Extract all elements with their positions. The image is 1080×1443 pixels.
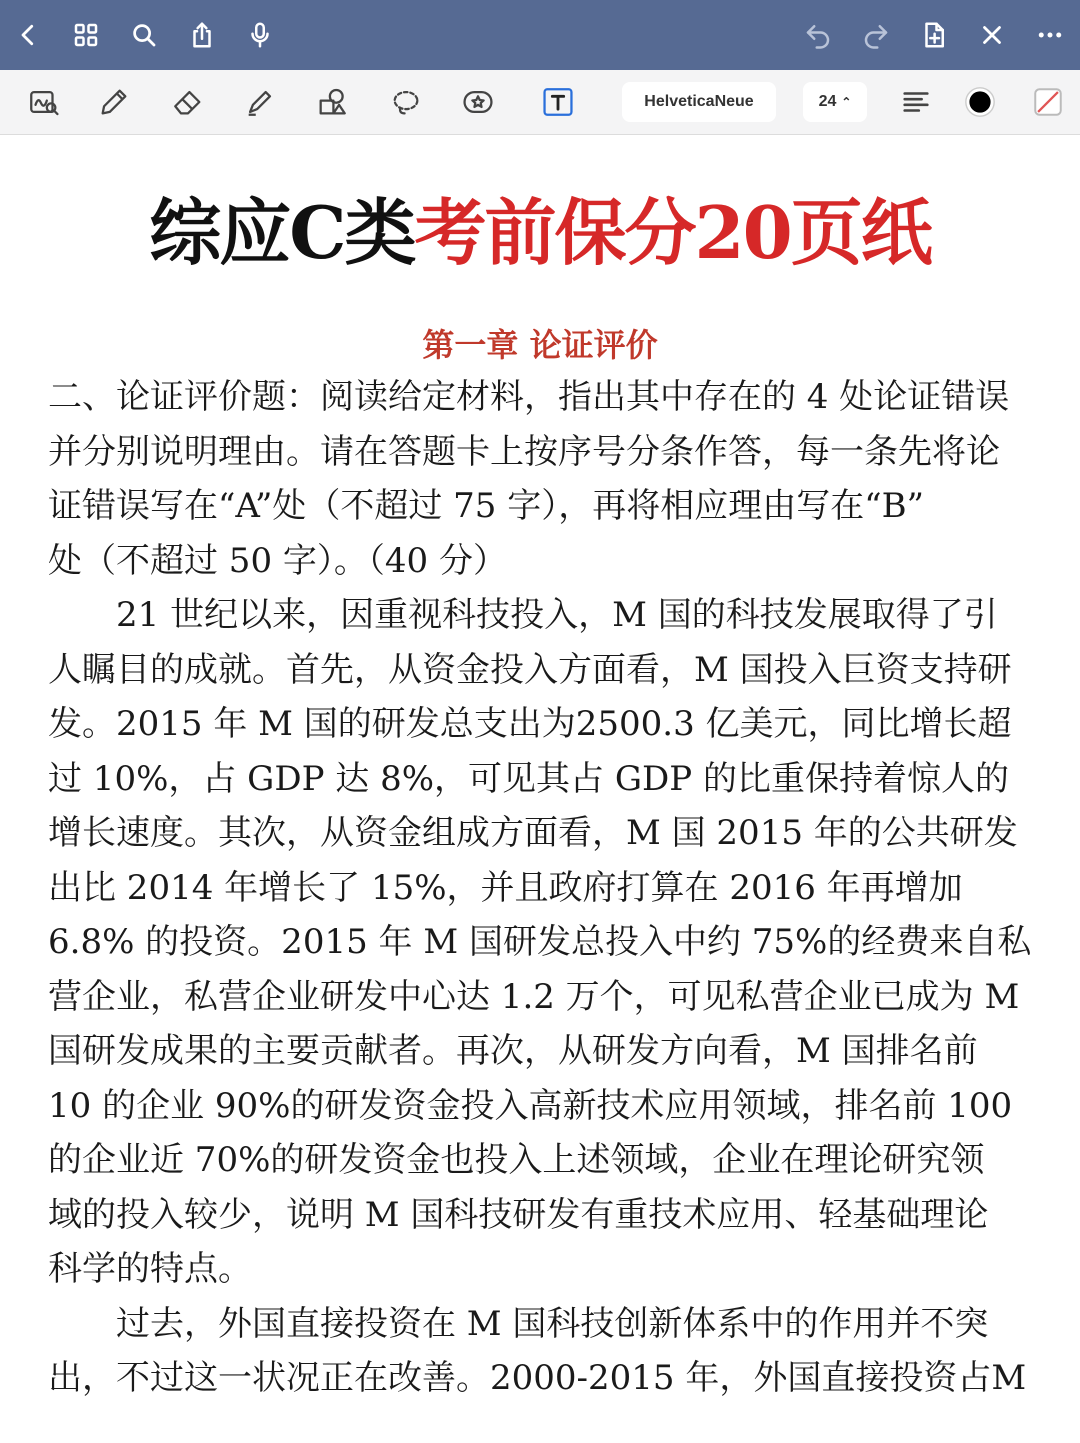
microphone-icon[interactable] bbox=[242, 17, 278, 53]
body-line: 营企业，私营企业研发中心达 1.2 万个，可见私营企业已成为 M bbox=[48, 976, 1020, 1017]
search-icon[interactable] bbox=[126, 17, 162, 53]
body-line: 过去，外国直接投资在 M 国科技创新体系中的作用并不突 bbox=[48, 1303, 989, 1344]
body-line: 过 10%，占 GDP 达 8%，可见其占 GDP 的比重保持着惊人的 bbox=[48, 758, 1009, 799]
zoom-handwriting-icon[interactable] bbox=[24, 82, 64, 122]
body-line: 10 的企业 90%的研发资金投入高新技术应用领域，排名前 100 bbox=[48, 1085, 1013, 1126]
title-red-part: 考前保分20页纸 bbox=[414, 190, 931, 275]
text-background-icon[interactable] bbox=[1028, 82, 1068, 122]
body-line: 发。2015 年 M 国的研发总支出为2500.3 亿美元，同比增长超 bbox=[48, 704, 1012, 744]
body-line: 人瞩目的成就。首先，从资金投入方面看，M 国投入巨资支持研 bbox=[48, 649, 1012, 690]
body-line: 域的投入较少，说明 M 国科技研发有重技术应用、轻基础理论 bbox=[48, 1194, 989, 1235]
body-line: 证错误写在“A”处（不超过 75 字），再将相应理由写在“B” bbox=[48, 486, 924, 526]
color-picker-icon[interactable] bbox=[960, 82, 1000, 122]
back-icon[interactable] bbox=[10, 17, 46, 53]
sticker-tool-icon[interactable] bbox=[458, 82, 498, 122]
document-title bbox=[0, 188, 1080, 278]
body-line: 并分别说明理由。请在答题卡上按序号分条作答，每一条先将论 bbox=[48, 431, 1000, 472]
body-line: 增长速度。其次，从资金组成方面看，M 国 2015 年的公共研发 bbox=[48, 813, 1018, 853]
text-tool-icon[interactable] bbox=[538, 82, 578, 122]
shapes-tool-icon[interactable] bbox=[312, 82, 352, 122]
body-line: 出比 2014 年增长了 15%，并且政府打算在 2016 年再增加 bbox=[48, 867, 963, 908]
add-page-icon[interactable] bbox=[916, 17, 952, 53]
body-line: 的企业近 70%的研发资金也投入上述领域，企业在理论研究领 bbox=[48, 1140, 985, 1180]
share-icon[interactable] bbox=[184, 17, 220, 53]
body-line: 科学的特点。 bbox=[48, 1249, 252, 1289]
font-family-selector[interactable] bbox=[622, 82, 776, 122]
pen-tool-icon[interactable] bbox=[94, 82, 134, 122]
drawing-toolbar bbox=[0, 70, 1080, 135]
highlighter-tool-icon[interactable] bbox=[240, 82, 280, 122]
body-line: 21 世纪以来，因重视科技投入，M 国的科技发展取得了引 bbox=[48, 595, 998, 635]
pen-color-swatch bbox=[969, 91, 990, 112]
top-nav-bar bbox=[0, 0, 1080, 70]
more-options-icon[interactable] bbox=[1032, 17, 1068, 53]
lasso-tool-icon[interactable] bbox=[386, 82, 426, 122]
chapter-heading: 第一章 论证评价 bbox=[422, 326, 658, 364]
body-line: 出，不过这一状况正在改善。2000-2015 年，外国直接投资占M bbox=[48, 1358, 1027, 1398]
font-size-value: 24 bbox=[818, 93, 837, 110]
close-icon[interactable] bbox=[974, 17, 1010, 53]
stepper-arrows-icon: ⌃ bbox=[841, 95, 852, 109]
body-line: 6.8% 的投资。2015 年 M 国研发总投入中约 75%的经费来自私 bbox=[48, 922, 1032, 962]
body-line: 国研发成果的主要贡献者。再次，从研发方向看，M 国排名前 bbox=[48, 1031, 978, 1071]
undo-icon[interactable] bbox=[800, 17, 836, 53]
text-align-icon[interactable] bbox=[896, 82, 936, 122]
eraser-tool-icon[interactable] bbox=[168, 82, 208, 122]
document-body bbox=[48, 370, 1038, 1406]
body-line: 二、论证评价题：阅读给定材料，指出其中存在的 4 处论证错误 bbox=[48, 377, 1010, 417]
font-family-label: HelveticaNeue bbox=[644, 93, 754, 110]
title-black-part: 综应C类 bbox=[149, 190, 415, 275]
redo-icon[interactable] bbox=[858, 17, 894, 53]
grid-view-icon[interactable] bbox=[68, 17, 104, 53]
body-line: 处（不超过 50 字）。（40 分） bbox=[48, 540, 507, 581]
font-size-stepper[interactable] bbox=[803, 82, 867, 122]
